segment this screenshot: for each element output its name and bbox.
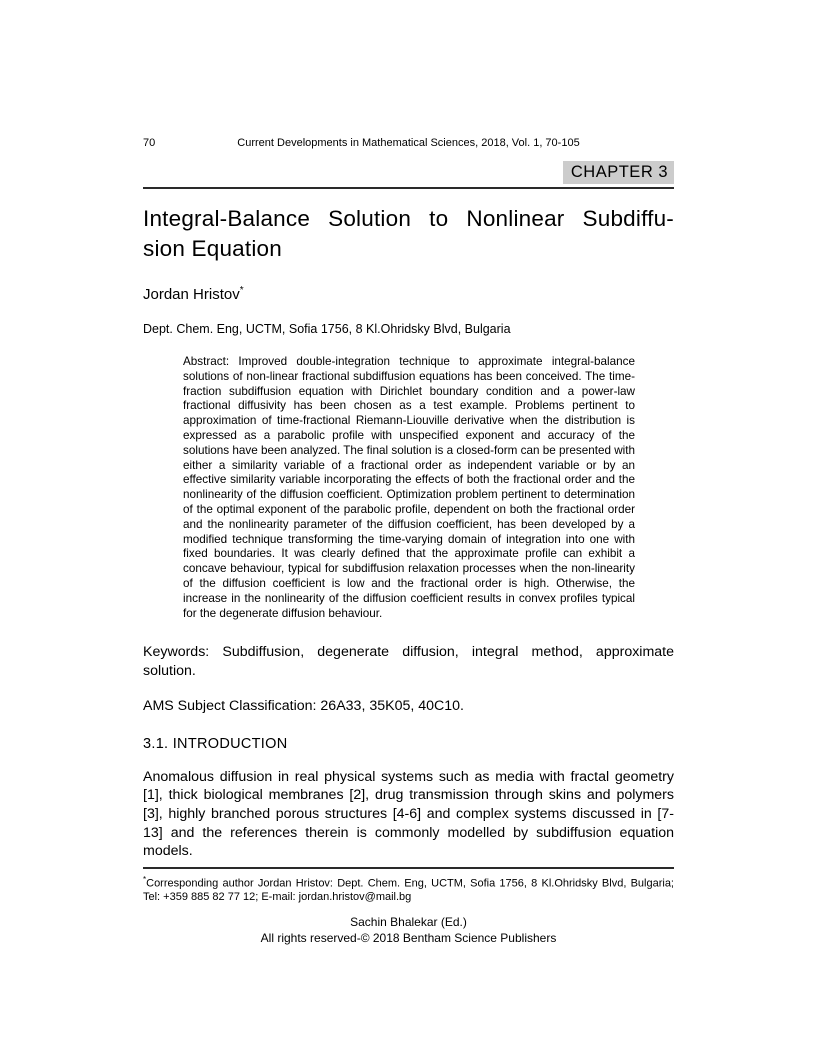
footnote-text: Corresponding author Jordan Hristov: Dept. Chem. Eng, UCTM, Sofia 1756, 8 Kl.Ohridsky Blvd, Bulgaria; Tel: +359 885 82 77 12; E-mail: jordan.hristov@mail.bg [143,877,674,904]
running-title: Current Developments in Mathematical Sciences, 2018, Vol. 1, 70-105 [237,137,580,149]
intro-paragraph: Anomalous diffusion in real physical systems such as media with fractal geometry [1], thick biological membranes [2], drug transmission through skins and polymers [3], highly branched porous structures [4-6] and complex systems discussed in [7-13] and the references therein is commonly modelled by subdiffusion equation models. [143,768,674,860]
chapter-banner-row [143,161,674,189]
author-footnote-marker: * [239,285,244,296]
abstract [183,355,635,621]
publisher-footer [143,915,674,946]
article-title-line-1: Integral-Balance Solution to Nonlinear Subdiffu- [143,206,674,231]
corresponding-author-footnote [143,867,674,905]
footnote-marker: * [143,874,147,884]
abstract-label: Abstract: [183,355,230,368]
ams-classification: AMS Subject Classification: 26A33, 35K05, 40C10. [143,698,464,715]
section-heading-introduction: 3.1. INTRODUCTION [143,735,288,752]
abstract-text: Improved double-integration technique to approximate integral-balance solutions of non-linear fractional subdiffusion equations has been conceived. The time-fraction subdiffusion equation with Dirichlet boundary condition and a power-law fractional diffusivity has been chosen as a test example. Problems pertinent to approximation of time-fractional Riemann-Liouville derivative when the distribution is expressed as a parabolic profile with unspecified exponent and accuracy of the solutions have been analyzed. The final solution is a closed-form can be presented with either a similarity variable of a fractional order as independent variable or by an effective similarity variable incorporating the effects of both the fractional order and the nonlinearity of the diffusion coefficient. Optimization problem pertinent to determination of the optimal exponent of the parabolic profile, dependent on both the fractional order and the nonlinearity parameter of the diffusion coefficient, has been developed by a modified technique transforming the time-varying domain of integration into one with fixed boundaries. It was clearly defined that the approximate profile can exhibit a concave behaviour, typical for subdiffusion relaxation processes when the non-linearity of the diffusion coefficient is low and the fractional order is high. Otherwise, the increase in the nonlinearity of the diffusion coefficient results in convex profiles typical for the degenerate diffusion behaviour. [183,355,635,620]
affiliation: Dept. Chem. Eng, UCTM, Sofia 1756, 8 Kl.Ohridsky Blvd, Bulgaria [143,322,511,336]
running-head [143,136,674,150]
article-title-line-2: sion Equation [143,236,282,261]
author-name: Jordan Hristov [143,286,240,303]
editor-line: Sachin Bhalekar (Ed.) [350,915,467,930]
author-line [143,281,674,304]
article-title [143,204,674,264]
keywords: Keywords: Subdiffusion, degenerate diffusion, integral method, approximate solution. [143,644,674,679]
rights-line: All rights reserved-© 2018 Bentham Science Publishers [260,930,557,945]
page-content [143,136,674,946]
page-number: 70 [143,137,156,149]
chapter-label: CHAPTER 3 [563,161,674,184]
